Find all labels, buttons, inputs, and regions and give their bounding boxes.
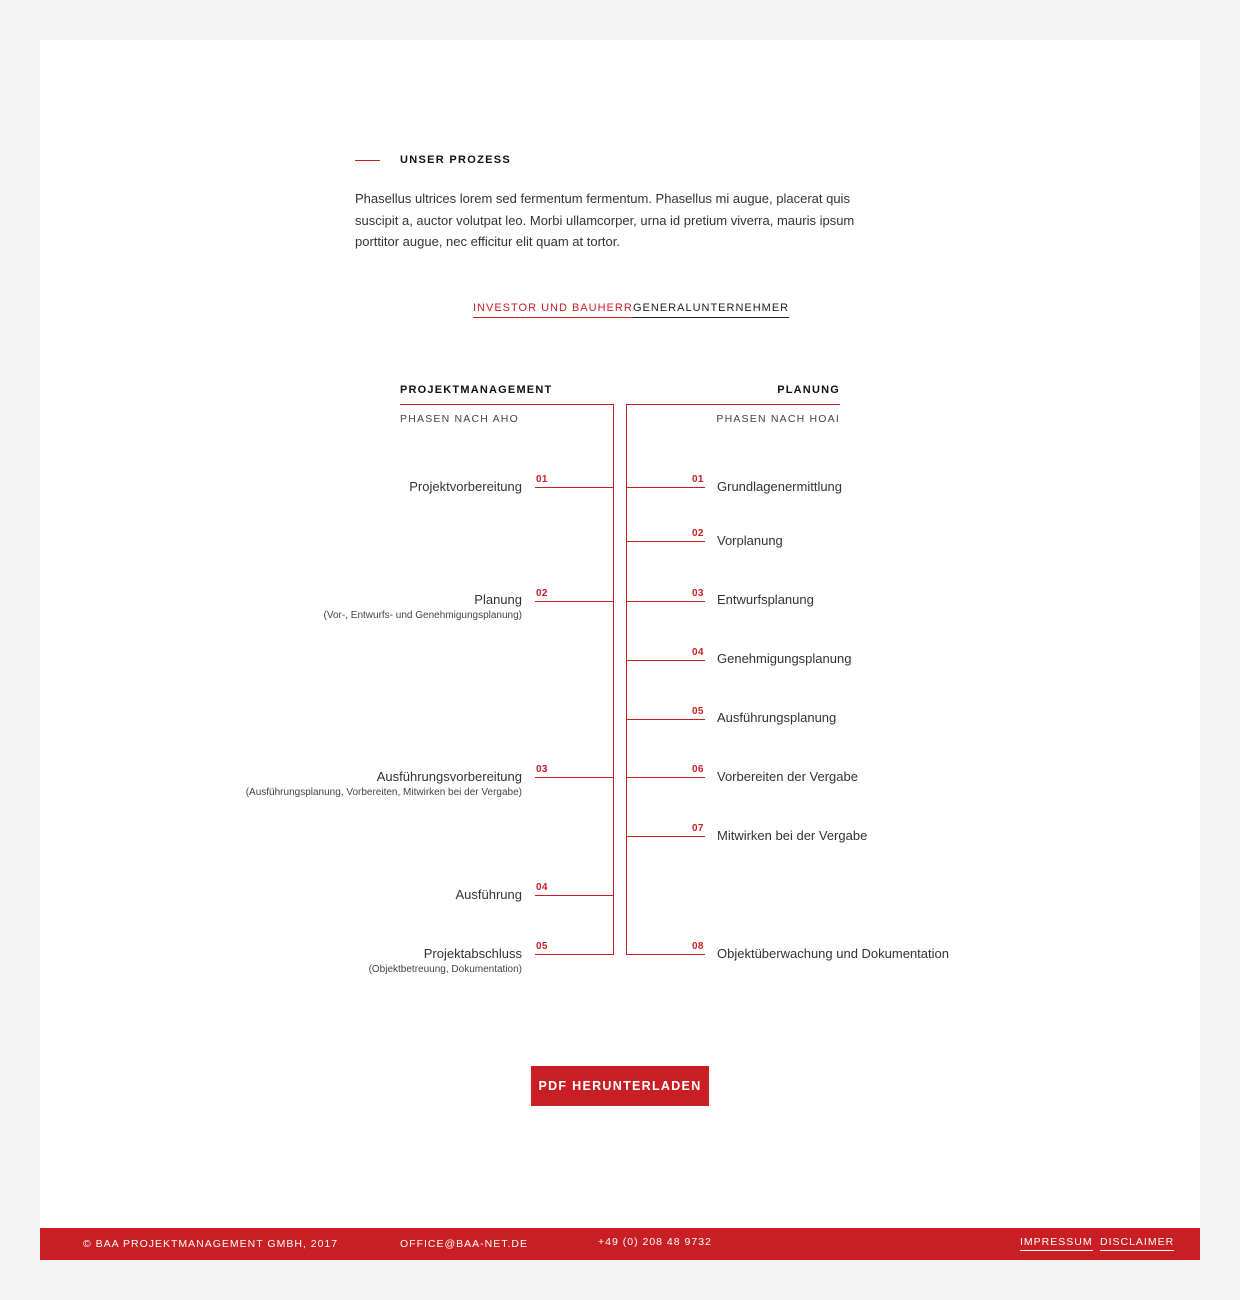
right-connector <box>626 541 705 542</box>
right-phase-number: 08 <box>692 941 704 952</box>
right-connector <box>626 487 705 488</box>
eyebrow-rule <box>355 160 380 161</box>
right-connector <box>626 836 705 837</box>
left-phase-label: Ausführung <box>455 887 522 902</box>
left-phase-number: 05 <box>536 941 548 952</box>
left-connector <box>535 777 614 778</box>
left-phase-sublabel: (Objektbetreuung, Dokumentation) <box>368 964 522 975</box>
right-phase-number: 03 <box>692 588 704 599</box>
tab-investor-und-bauherr[interactable]: INVESTOR UND BAUHERR <box>473 302 633 318</box>
left-phase-number: 01 <box>536 474 548 485</box>
right-phase-label: Ausführungsplanung <box>717 710 837 725</box>
left-phase-sublabel: (Ausführungsplanung, Vorbereiten, Mitwirken bei der Vergabe) <box>245 787 522 798</box>
left-phase-label: Projektvorbereitung <box>409 479 522 494</box>
left-column-subtitle: PHASEN NACH AHO <box>400 413 519 425</box>
pdf-download-button[interactable]: PDF HERUNTERLADEN <box>531 1066 709 1106</box>
right-header-rule <box>626 404 840 405</box>
right-phase-number: 04 <box>692 647 704 658</box>
left-phase-number: 02 <box>536 588 548 599</box>
footer-link-impressum[interactable]: IMPRESSUM <box>1020 1236 1093 1251</box>
left-phase-label: Ausführungsvorbereitung <box>376 769 522 784</box>
right-phase-label: Grundlagenermittlung <box>717 479 843 494</box>
right-connector <box>626 954 705 955</box>
left-connector <box>535 487 614 488</box>
footer-email-link[interactable]: OFFICE@BAA-NET.DE <box>400 1238 529 1250</box>
right-phase-number: 02 <box>692 528 704 539</box>
section-eyebrow: UNSER PROZESS <box>400 154 512 166</box>
right-phase-number: 01 <box>692 474 704 485</box>
right-column-subtitle: PHASEN NACH HOAI <box>716 413 840 425</box>
right-phase-number: 06 <box>692 764 704 775</box>
right-phase-label: Entwurfsplanung <box>717 592 814 607</box>
right-phase-number: 05 <box>692 706 704 717</box>
right-phase-number: 07 <box>692 823 704 834</box>
right-connector <box>626 719 705 720</box>
left-connector <box>535 895 614 896</box>
left-phase-number: 03 <box>536 764 548 775</box>
right-phase-label: Mitwirken bei der Vergabe <box>717 828 868 843</box>
right-connector <box>626 660 705 661</box>
footer-link-disclaimer[interactable]: DISCLAIMER <box>1100 1236 1174 1251</box>
left-phase-sublabel: (Vor-, Entwurfs- und Genehmigungsplanung) <box>323 610 522 621</box>
right-column-title: PLANUNG <box>777 384 840 396</box>
right-phase-label: Vorbereiten der Vergabe <box>717 769 858 784</box>
left-phase-label: Projektabschluss <box>423 946 522 961</box>
footer <box>40 1228 1200 1260</box>
footer-phone: +49 (0) 208 48 9732 <box>598 1236 712 1248</box>
section-intro: Phasellus ultrices lorem sed fermentum fermentum. Phasellus mi augue, placerat quis suscipit a, auctor volutpat leo. Morbi ullamcorper, urna id pretium viverra, mauris ipsum porttitor augue, nec efficitur elit quam at tortor. <box>355 191 855 249</box>
right-phase-label: Vorplanung <box>717 533 783 548</box>
right-phase-label: Genehmigungsplanung <box>717 651 852 666</box>
right-connector <box>626 601 705 602</box>
left-connector <box>535 601 614 602</box>
footer-copyright: © BAA PROJEKTMANAGEMENT GMBH, 2017 <box>83 1238 339 1250</box>
left-header-rule <box>400 404 614 405</box>
left-column-title: PROJEKTMANAGEMENT <box>400 384 553 396</box>
left-connector <box>535 954 614 955</box>
right-connector <box>626 777 705 778</box>
left-phase-label: Planung <box>474 592 522 607</box>
tab-generalunternehmer[interactable]: GENERALUNTERNEHMER <box>633 302 789 318</box>
right-phase-label: Objektüberwachung und Dokumentation <box>717 946 949 961</box>
left-phase-number: 04 <box>536 882 548 893</box>
